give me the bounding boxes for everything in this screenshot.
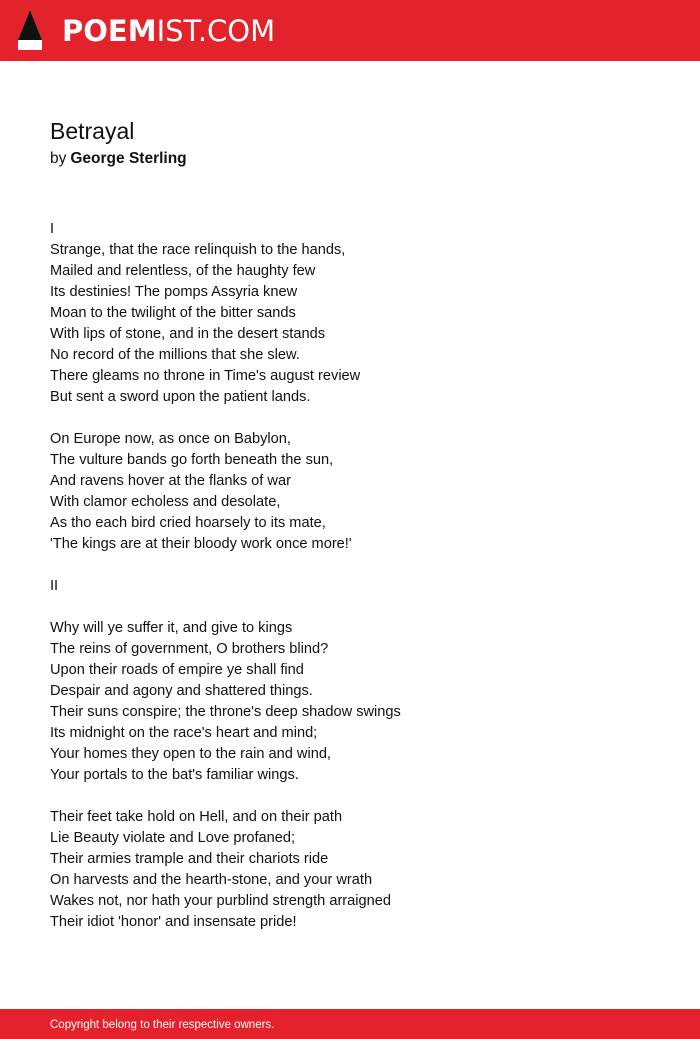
- poem-line: There gleams no throne in Time's august review: [50, 368, 361, 384]
- poem-line: Strange, that the race relinquish to the hands,: [50, 242, 346, 258]
- poem-line: With clamor echoless and desolate,: [50, 494, 281, 510]
- poem-line: On Europe now, as once on Babylon,: [50, 431, 291, 447]
- byline: [50, 148, 187, 170]
- logo-rest: IST.COM: [156, 14, 276, 48]
- poem-title: Betrayal: [50, 118, 135, 144]
- author-name: George Sterling: [70, 150, 187, 167]
- poem-line: As tho each bird cried hoarsely to its mate,: [50, 515, 326, 531]
- poem-line: Their idiot 'honor' and insensate pride!: [50, 914, 297, 930]
- poem-line: And ravens hover at the flanks of war: [50, 473, 291, 489]
- poem-line: I: [50, 221, 55, 237]
- poem-line: On harvests and the hearth-stone, and your wrath: [50, 872, 373, 888]
- poem-line: Their armies trample and their chariots ride: [50, 851, 329, 867]
- site-footer: [0, 1009, 700, 1039]
- poem-line: Why will ye suffer it, and give to kings: [50, 620, 293, 636]
- stanza-break: [50, 555, 650, 576]
- poem-line: Its midnight on the race's heart and mind;: [50, 725, 318, 741]
- stanza-break: [50, 786, 650, 807]
- logo-bold: POEM: [62, 14, 157, 48]
- poem-line: Your homes they open to the rain and wind,: [50, 746, 331, 762]
- poem-line: Despair and agony and shattered things.: [50, 683, 313, 699]
- poem-line: Upon their roads of empire ye shall find: [50, 662, 304, 678]
- poem-line: Its destinies! The pomps Assyria knew: [50, 284, 298, 300]
- stanza-break: [50, 408, 650, 429]
- poem-line: 'The kings are at their bloody work once more!': [50, 536, 352, 552]
- poem-line: II: [50, 578, 59, 594]
- pencil-icon[interactable]: [18, 10, 42, 50]
- poem-body: [50, 219, 650, 933]
- poem-line: The reins of government, O brothers blind?: [50, 641, 329, 657]
- by-label: by: [50, 150, 67, 167]
- poem-line: Their suns conspire; the throne's deep shadow swings: [50, 704, 401, 720]
- poem-line: The vulture bands go forth beneath the sun,: [50, 452, 334, 468]
- poem-line: Lie Beauty violate and Love profaned;: [50, 830, 296, 846]
- poem-line: With lips of stone, and in the desert stands: [50, 326, 326, 342]
- poem-line: Wakes not, nor hath your purblind strength arraigned: [50, 893, 391, 909]
- poem-line: Your portals to the bat's familiar wings.: [50, 767, 299, 783]
- stanza-break: [50, 597, 650, 618]
- poem-line: No record of the millions that she slew.: [50, 347, 300, 363]
- poem-line: Their feet take hold on Hell, and on their path: [50, 809, 343, 825]
- copyright-text: Copyright belong to their respective owners.: [50, 1019, 275, 1031]
- site-logo[interactable]: [62, 13, 275, 49]
- poem-line: But sent a sword upon the patient lands.: [50, 389, 311, 405]
- poem-line: Mailed and relentless, of the haughty few: [50, 263, 316, 279]
- site-header: [0, 0, 700, 61]
- poem-line: Moan to the twilight of the bitter sands: [50, 305, 296, 321]
